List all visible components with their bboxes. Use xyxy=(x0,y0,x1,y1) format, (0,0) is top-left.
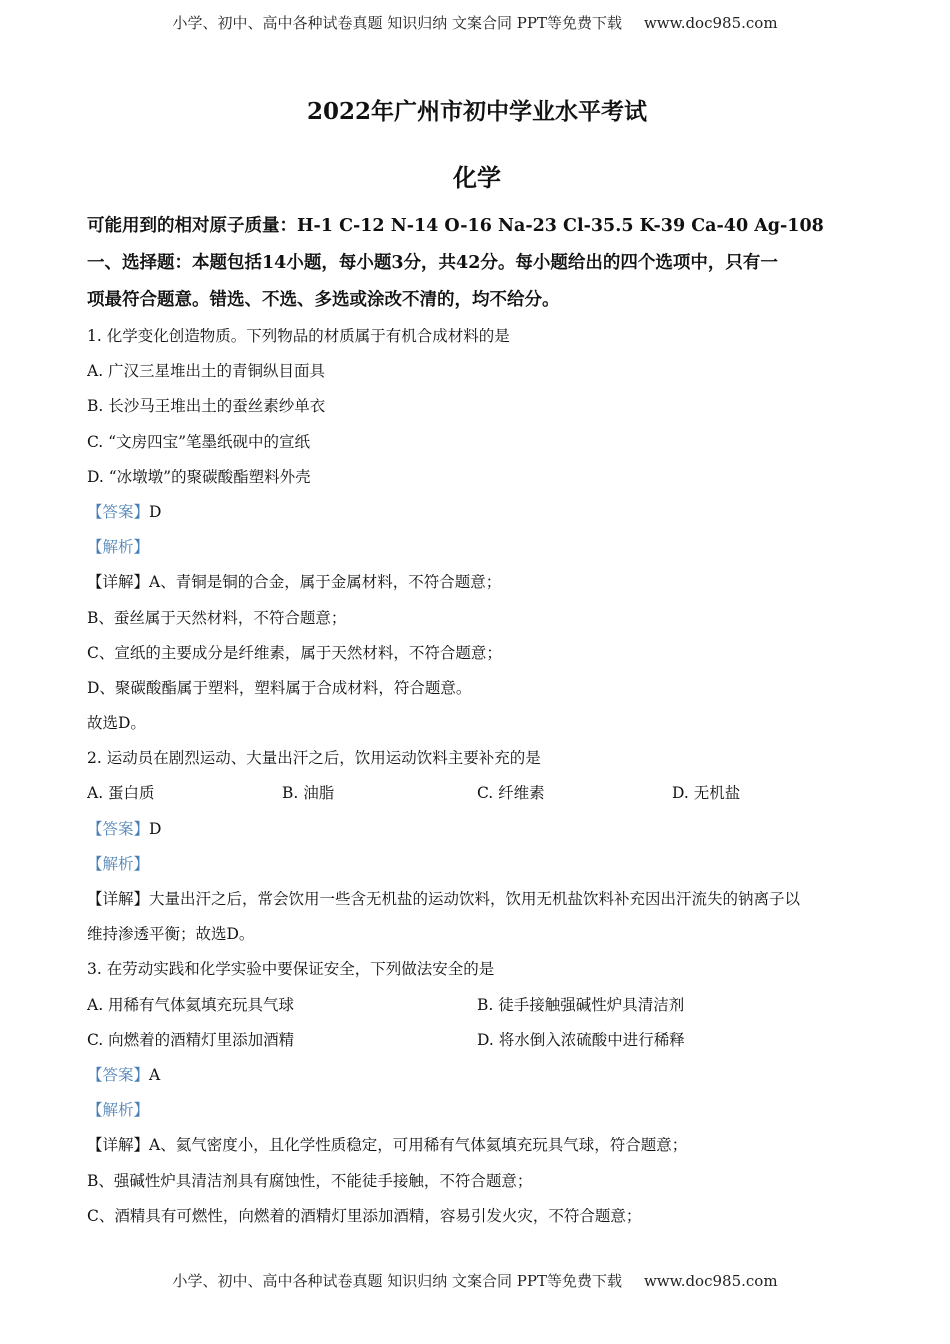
question-2-option-c: C. 纤维素 xyxy=(477,784,545,803)
header-text: 小学、初中、高中各种试卷真题 知识归纳 文案合同 PPT等免费下载 xyxy=(172,14,622,32)
question-2-detail-1 xyxy=(87,882,867,917)
detail-label: 【详解】 xyxy=(87,890,150,908)
question-1-answer xyxy=(87,495,867,530)
question-1-detail-2: B、蚕丝属于天然材料，不符合题意； xyxy=(87,608,347,627)
question-3-option-c: C. 向燃着的酒精灯里添加酒精 xyxy=(87,1030,295,1049)
exam-title: 2022年广州市初中学业水平考试 xyxy=(306,98,647,125)
detail-label: 【详解】 xyxy=(87,1136,150,1155)
question-1-detail-4: D、聚碳酸酯属于塑料，塑料属于合成材料，符合题意。 xyxy=(87,678,472,697)
detail-text: 大量出汗之后，常会饮用一些含无机盐的运动饮料，饮用无机盐饮料补充因出汗流失的钠离子以 xyxy=(149,890,801,908)
question-2-options xyxy=(87,776,867,811)
answer-value: A xyxy=(149,1065,161,1084)
section-instructions-line-2: 项最符合题意。错选、不选、多选或涂改不清的，均不给分。 xyxy=(87,290,560,310)
question-3-analysis xyxy=(87,1093,867,1128)
question-2-answer xyxy=(87,812,867,847)
question-1-option-d: D. “冰墩墩”的聚碳酸酯塑料外壳 xyxy=(87,467,311,486)
answer-label: 【答案】 xyxy=(87,1065,150,1084)
analysis-label: 【解析】 xyxy=(87,854,150,873)
question-2-analysis xyxy=(87,847,867,882)
question-1-detail-3: C、宣纸的主要成分是纤维素，属于天然材料，不符合题意； xyxy=(87,643,502,662)
question-3-option-a: A. 用稀有气体氦填充玩具气球 xyxy=(87,995,295,1014)
question-2-stem: 2. 运动员在剧烈运动、大量出汗之后，饮用运动饮料主要补充的是 xyxy=(87,749,541,768)
question-1-detail-1 xyxy=(87,565,867,600)
question-3-option-b: B. 徒手接触强碱性炉具清洁剂 xyxy=(477,995,685,1014)
question-3-options-row-2 xyxy=(87,1023,867,1058)
question-3-answer xyxy=(87,1058,867,1093)
answer-label: 【答案】 xyxy=(87,502,150,521)
analysis-label: 【解析】 xyxy=(87,1101,150,1120)
detail-text: A、氦气密度小，且化学性质稳定，可用稀有气体氦填充玩具气球，符合题意； xyxy=(149,1136,688,1155)
question-2-option-b: B. 油脂 xyxy=(282,784,335,803)
answer-value: D xyxy=(149,819,162,838)
page-footer xyxy=(0,1270,950,1291)
question-1-option-c: C. “文房四宝”笔墨纸砚中的宣纸 xyxy=(87,432,311,451)
atomic-masses: 可能用到的相对原子质量：H-1 C-12 N-14 O-16 Na-23 Cl-35.5 K-39 Ca-40 Ag-108 xyxy=(87,216,824,236)
question-3-detail-1 xyxy=(87,1128,867,1163)
subject-title: 化学 xyxy=(453,163,501,192)
analysis-label: 【解析】 xyxy=(87,538,150,557)
section-instructions-line-1: 一、选择题：本题包括14小题，每小题3分，共42分。每小题给出的四个选项中，只有一 xyxy=(87,253,778,273)
detail-label: 【详解】 xyxy=(87,573,150,592)
header-url[interactable]: www.doc985.com xyxy=(643,14,778,32)
answer-label: 【答案】 xyxy=(87,819,150,838)
question-3-option-d: D. 将水倒入浓硫酸中进行稀释 xyxy=(477,1030,685,1049)
question-3-detail-3: C、酒精具有可燃性，向燃着的酒精灯里添加酒精，容易引发火灾，不符合题意； xyxy=(87,1206,642,1225)
question-1-option-b: B. 长沙马王堆出土的蚕丝素纱单衣 xyxy=(87,397,326,416)
document-body xyxy=(87,92,867,1234)
question-2-option-d: D. 无机盐 xyxy=(672,784,741,803)
page-header xyxy=(0,12,950,33)
question-1-option-a: A. 广汉三星堆出土的青铜纵目面具 xyxy=(87,362,326,381)
question-1-stem: 1. 化学变化创造物质。下列物品的材质属于有机合成材料的是 xyxy=(87,327,510,345)
question-3-stem: 3. 在劳动实践和化学实验中要保证安全，下列做法安全的是 xyxy=(87,960,495,979)
question-3-detail-2: B、强碱性炉具清洁剂具有腐蚀性，不能徒手接触，不符合题意； xyxy=(87,1171,533,1190)
question-2-detail-2: 维持渗透平衡；故选D。 xyxy=(87,925,255,944)
question-3-options-row-1 xyxy=(87,988,867,1023)
question-2-option-a: A. 蛋白质 xyxy=(87,784,155,803)
detail-text: A、青铜是铜的合金，属于金属材料，不符合题意； xyxy=(149,573,502,592)
answer-value: D xyxy=(149,502,162,521)
question-1-analysis xyxy=(87,530,867,565)
question-1-detail-5: 故选D。 xyxy=(87,714,146,733)
footer-url[interactable]: www.doc985.com xyxy=(643,1272,778,1290)
footer-text: 小学、初中、高中各种试卷真题 知识归纳 文案合同 PPT等免费下载 xyxy=(172,1272,622,1290)
